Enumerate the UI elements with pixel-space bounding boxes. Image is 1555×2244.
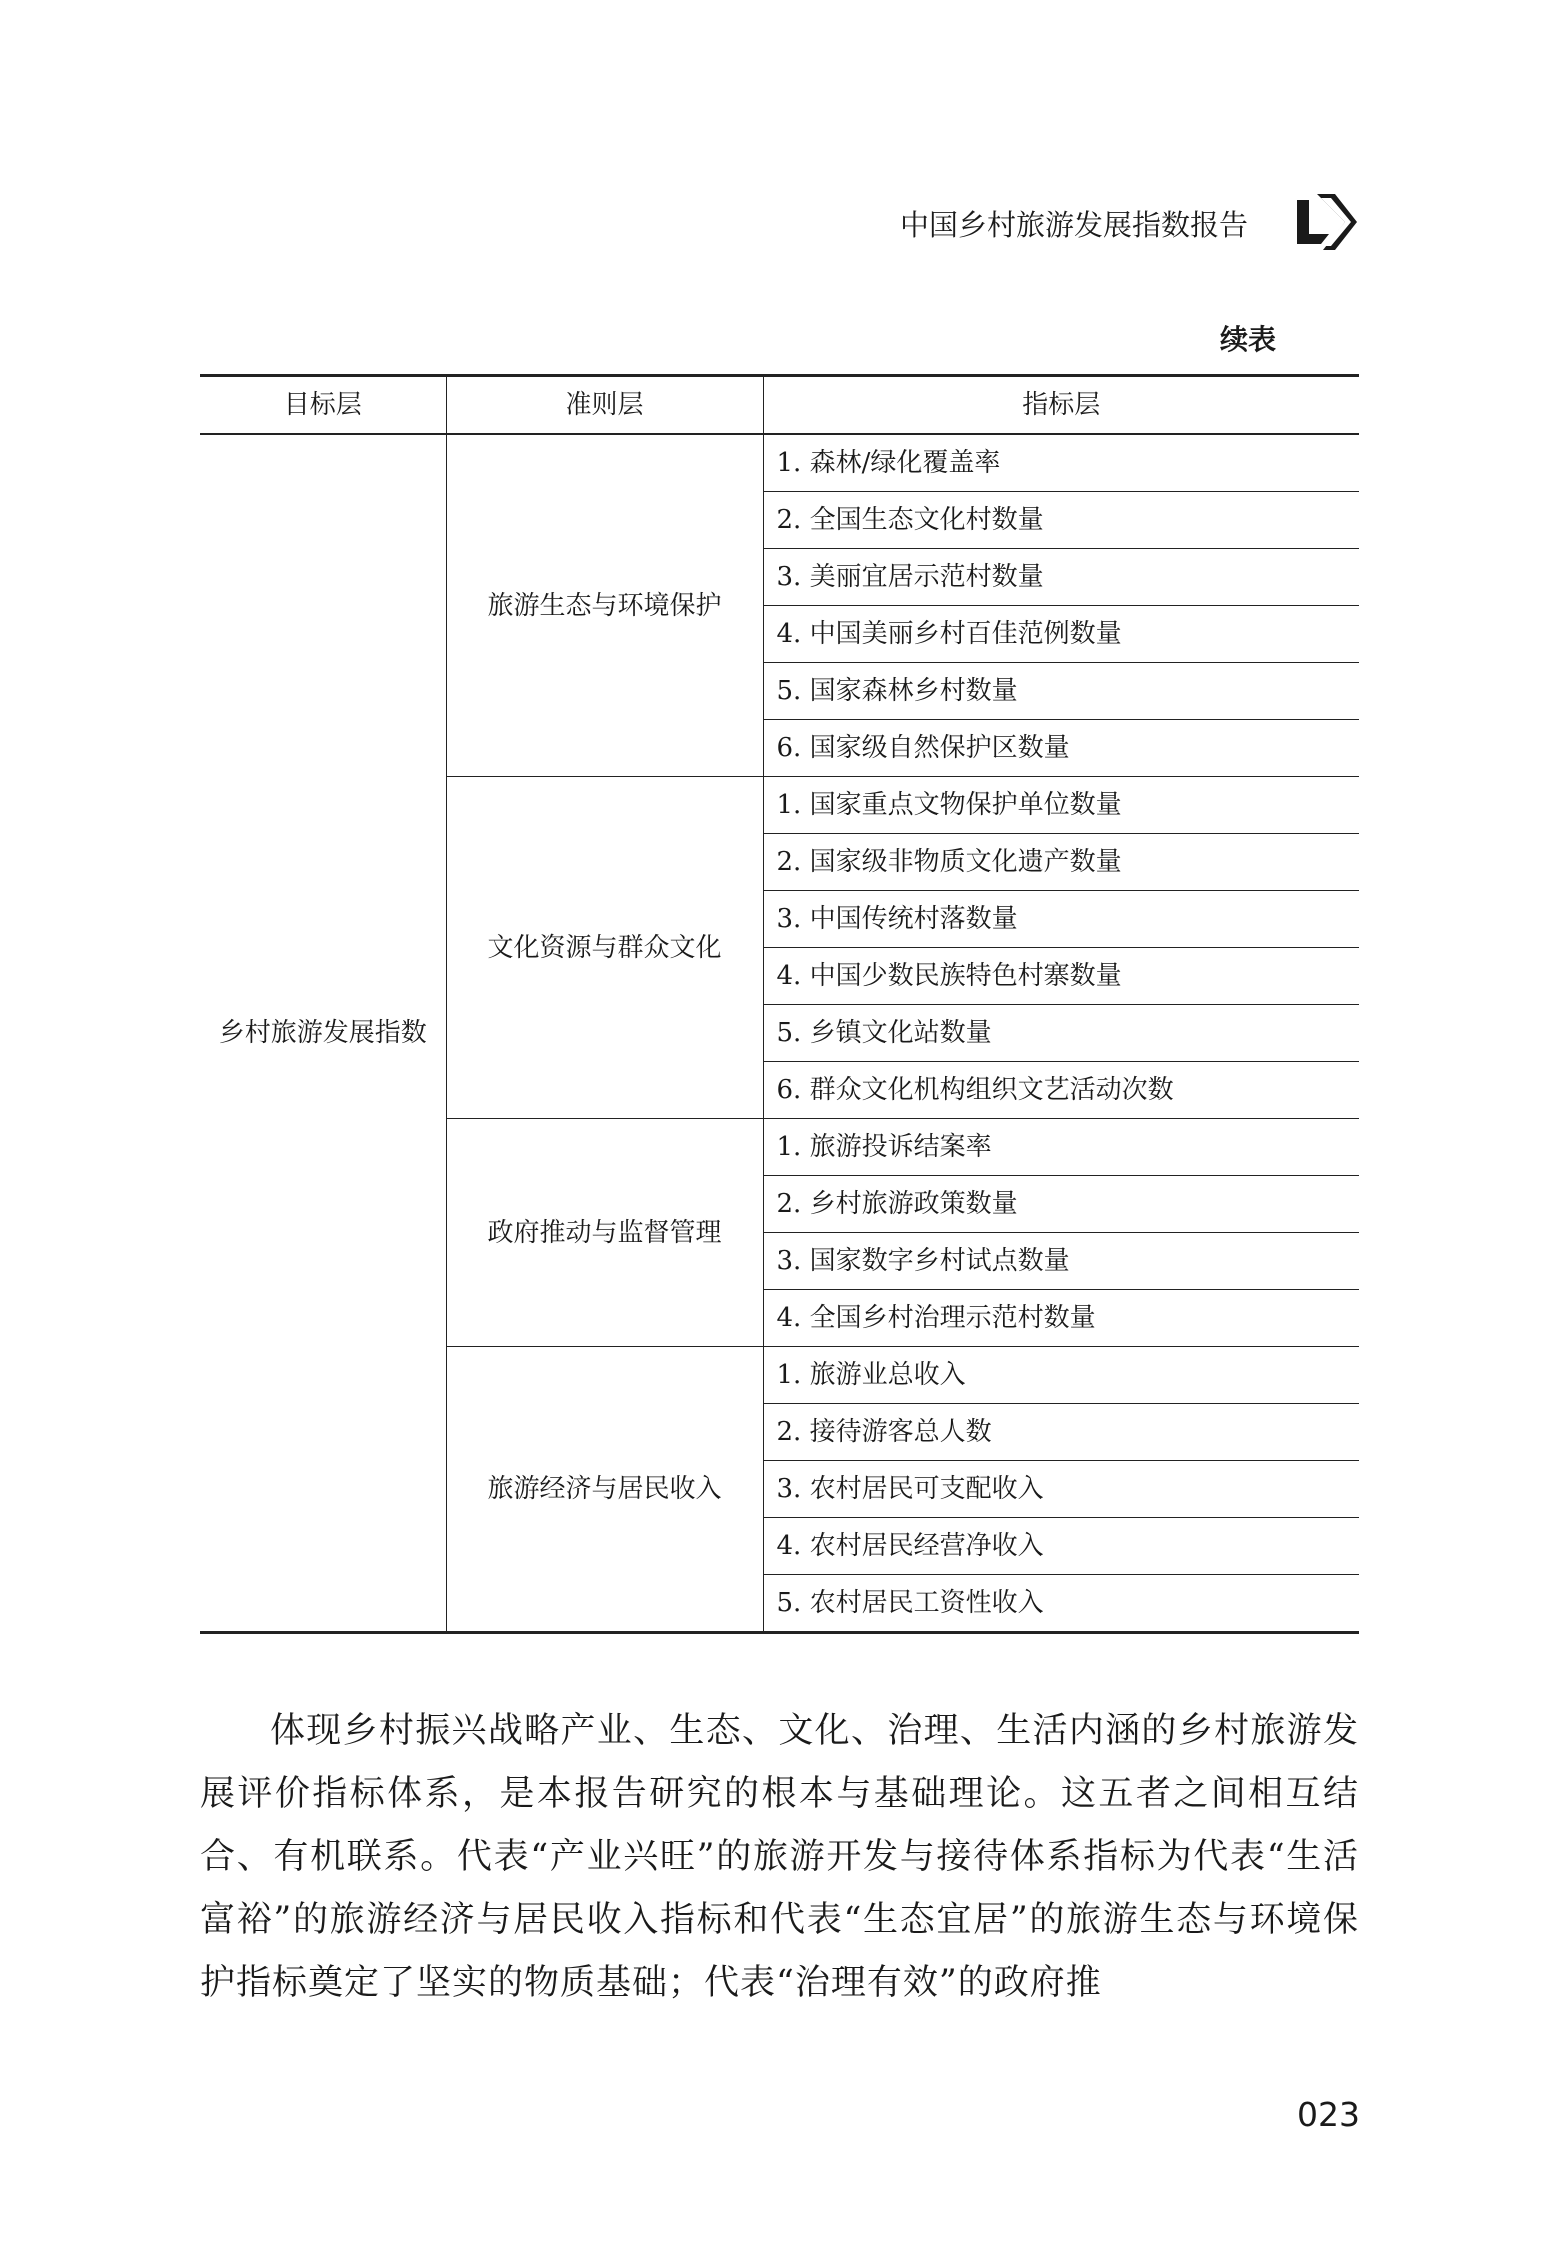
indicator-cell: 5. 农村居民工资性收入 bbox=[763, 1575, 1359, 1633]
indicator-cell: 4. 中国美丽乡村百佳范例数量 bbox=[763, 606, 1359, 663]
indicator-cell: 2. 乡村旅游政策数量 bbox=[763, 1176, 1359, 1233]
indicator-cell: 6. 群众文化机构组织文艺活动次数 bbox=[763, 1062, 1359, 1119]
indicator-cell: 5. 国家森林乡村数量 bbox=[763, 663, 1359, 720]
table-row bbox=[200, 434, 1359, 492]
indicator-cell: 4. 农村居民经营净收入 bbox=[763, 1518, 1359, 1575]
criterion-cell: 文化资源与群众文化 bbox=[446, 777, 763, 1119]
chapter-mark-icon bbox=[1295, 192, 1365, 252]
page-number: 023 bbox=[1297, 2095, 1360, 2134]
indicator-cell: 1. 国家重点文物保护单位数量 bbox=[763, 777, 1359, 834]
criterion-cell: 旅游生态与环境保护 bbox=[446, 434, 763, 777]
indicator-cell: 5. 乡镇文化站数量 bbox=[763, 1005, 1359, 1062]
indicator-cell: 2. 国家级非物质文化遗产数量 bbox=[763, 834, 1359, 891]
body-paragraph: 体现乡村振兴战略产业、生态、文化、治理、生活内涵的乡村旅游发展评价指标体系，是本报告研究的根本与基础理论。这五者之间相互结合、有机联系。代表“产业兴旺”的旅游开发与接待体系指标为代表“生活富裕”的旅游经济与居民收入指标和代表“生态宜居”的旅游生态与环境保护指标奠定了坚实的物质基础；代表“治理有效”的政府推 bbox=[200, 1711, 1359, 2003]
indicator-cell: 3. 农村居民可支配收入 bbox=[763, 1461, 1359, 1518]
indicator-cell: 2. 全国生态文化村数量 bbox=[763, 492, 1359, 549]
indicator-cell: 3. 美丽宜居示范村数量 bbox=[763, 549, 1359, 606]
column-header-goal: 目标层 bbox=[200, 376, 446, 435]
indicator-cell: 3. 国家数字乡村试点数量 bbox=[763, 1233, 1359, 1290]
indicator-cell: 1. 森林/绿化覆盖率 bbox=[763, 434, 1359, 492]
criterion-cell: 旅游经济与居民收入 bbox=[446, 1347, 763, 1633]
index-table bbox=[200, 374, 1359, 1634]
indicator-cell: 1. 旅游业总收入 bbox=[763, 1347, 1359, 1404]
body-text bbox=[200, 1700, 1359, 2015]
criterion-cell: 政府推动与监督管理 bbox=[446, 1119, 763, 1347]
column-header-criterion: 准则层 bbox=[446, 376, 763, 435]
running-head-title: 中国乡村旅游发展指数报告 bbox=[900, 208, 1249, 242]
indicator-cell: 4. 中国少数民族特色村寨数量 bbox=[763, 948, 1359, 1005]
table-caption: 续表 bbox=[1220, 323, 1277, 356]
indicator-cell: 6. 国家级自然保护区数量 bbox=[763, 720, 1359, 777]
indicator-cell: 3. 中国传统村落数量 bbox=[763, 891, 1359, 948]
indicator-cell: 2. 接待游客总人数 bbox=[763, 1404, 1359, 1461]
indicator-cell: 4. 全国乡村治理示范村数量 bbox=[763, 1290, 1359, 1347]
column-header-indicator: 指标层 bbox=[763, 376, 1359, 435]
table-header-row bbox=[200, 376, 1359, 435]
indicator-cell: 1. 旅游投诉结案率 bbox=[763, 1119, 1359, 1176]
goal-cell: 乡村旅游发展指数 bbox=[200, 434, 446, 1633]
